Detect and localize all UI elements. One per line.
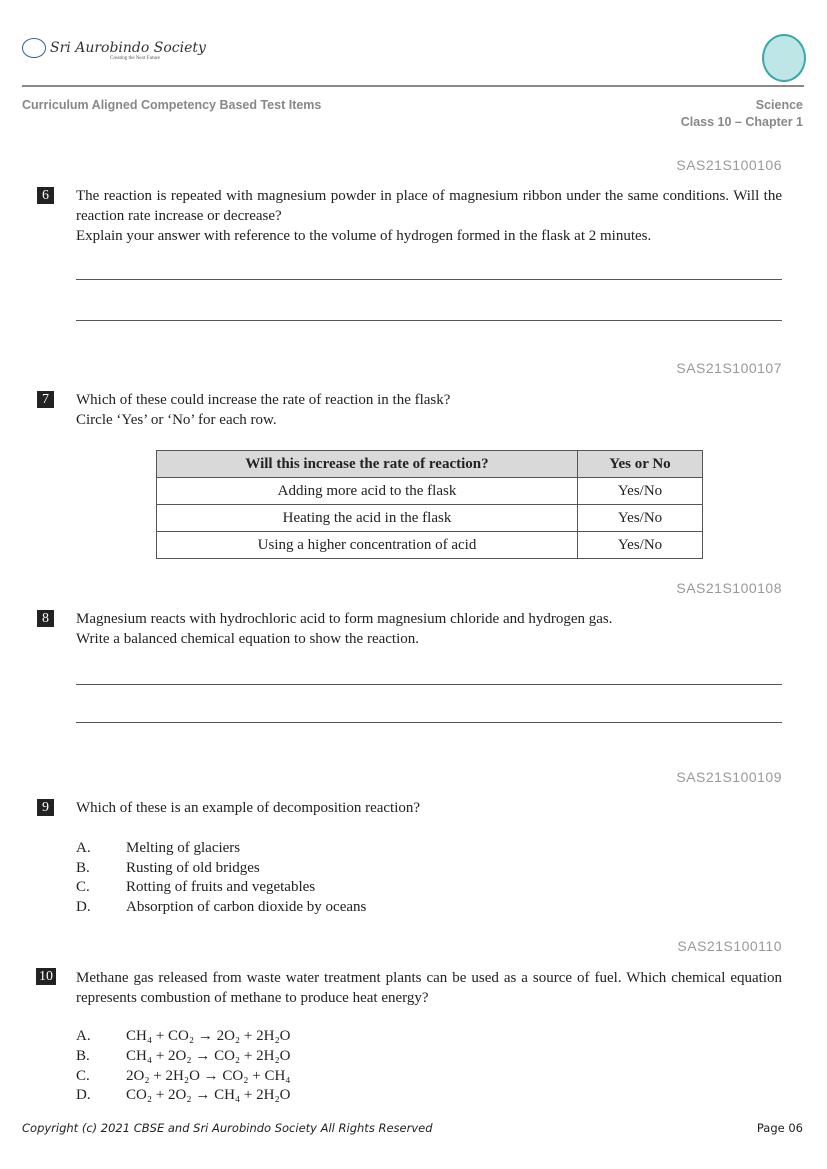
option-c[interactable]: C. 2O₂ + 2H₂O → CO₂ + CH₄ xyxy=(76,1068,291,1084)
table-header: Will this increase the rate of reaction? xyxy=(157,451,578,478)
cbse-seal-icon xyxy=(762,34,806,82)
table-cell: Using a higher concentration of acid xyxy=(157,532,578,559)
yes-no-cell[interactable]: Yes/No xyxy=(578,478,703,505)
subject: Science xyxy=(755,98,803,112)
option-a[interactable]: A. Melting of glaciers xyxy=(76,840,241,856)
sri-aurobindo-society-logo xyxy=(22,38,206,61)
question-text: Methane gas released from waste water treatment plants can be used as a source of fuel. Which chemical equation represents combustion of methane to produce heat energy? xyxy=(76,970,782,1006)
question-text xyxy=(76,186,782,246)
option-d[interactable]: D. Absorption of carbon dioxide by oceans xyxy=(76,899,367,915)
page-number: Page 06 xyxy=(756,1121,803,1135)
question-line: Write a balanced chemical equation to show the reaction. xyxy=(76,631,420,647)
option-a[interactable]: A. CH₄ + CO₂ → 2O₂ + 2H₂O xyxy=(76,1028,291,1044)
yes-no-cell[interactable]: Yes/No xyxy=(578,532,703,559)
logo-text: Sri Aurobindo Society xyxy=(50,40,206,56)
question-line: The reaction is repeated with magnesium powder in place of magnesium ribbon under the same conditions. Will the reaction rate increase or decrease? xyxy=(76,188,782,224)
table-row xyxy=(157,532,703,559)
option-d[interactable]: D. CO₂ + 2O₂ → CH₄ + 2H₂O xyxy=(76,1087,291,1103)
question-number: 7 xyxy=(37,391,54,408)
item-id: SAS21S100107 xyxy=(676,360,782,376)
chapter: Class 10 – Chapter 1 xyxy=(680,115,803,129)
logo-emblem-icon xyxy=(22,38,46,58)
table-row xyxy=(157,505,703,532)
table-row xyxy=(157,478,703,505)
header-divider xyxy=(22,85,804,87)
question-line: Which of these could increase the rate of reaction in the flask? xyxy=(76,392,451,408)
rate-of-reaction-table xyxy=(156,450,703,559)
question-number: 6 xyxy=(37,187,54,204)
option-b[interactable]: B. CH₄ + 2O₂ → CO₂ + 2H₂O xyxy=(76,1048,291,1064)
question-number: 10 xyxy=(36,968,56,985)
question-text: Which of these is an example of decomposition reaction? xyxy=(76,800,421,816)
question-number: 9 xyxy=(37,799,54,816)
question-number: 8 xyxy=(37,610,54,627)
answer-line[interactable] xyxy=(76,684,782,685)
question-line: Circle ‘Yes’ or ‘No’ for each row. xyxy=(76,412,277,428)
question-line: Explain your answer with reference to the volume of hydrogen formed in the flask at 2 minutes. xyxy=(76,228,652,244)
answer-line[interactable] xyxy=(76,722,782,723)
option-c[interactable]: C. Rotting of fruits and vegetables xyxy=(76,879,316,895)
table-header: Yes or No xyxy=(578,451,703,478)
answer-line[interactable] xyxy=(76,279,782,280)
question-text xyxy=(76,390,782,430)
item-id: SAS21S100106 xyxy=(676,157,782,173)
question-line: Magnesium reacts with hydrochloric acid to form magnesium chloride and hydrogen gas. xyxy=(76,611,613,627)
copyright: Copyright (c) 2021 CBSE and Sri Aurobindo Society All Rights Reserved xyxy=(22,1121,433,1135)
item-id: SAS21S100108 xyxy=(676,580,782,596)
document-title: Curriculum Aligned Competency Based Test Items xyxy=(22,98,322,112)
item-id: SAS21S100109 xyxy=(676,769,782,785)
table-cell: Heating the acid in the flask xyxy=(157,505,578,532)
option-b[interactable]: B. Rusting of old bridges xyxy=(76,860,260,876)
logo-tagline: Creating the Next Future xyxy=(110,56,160,61)
table-cell: Adding more acid to the flask xyxy=(157,478,578,505)
answer-line[interactable] xyxy=(76,320,782,321)
question-text xyxy=(76,609,782,649)
item-id: SAS21S100110 xyxy=(677,938,782,954)
yes-no-cell[interactable]: Yes/No xyxy=(578,505,703,532)
